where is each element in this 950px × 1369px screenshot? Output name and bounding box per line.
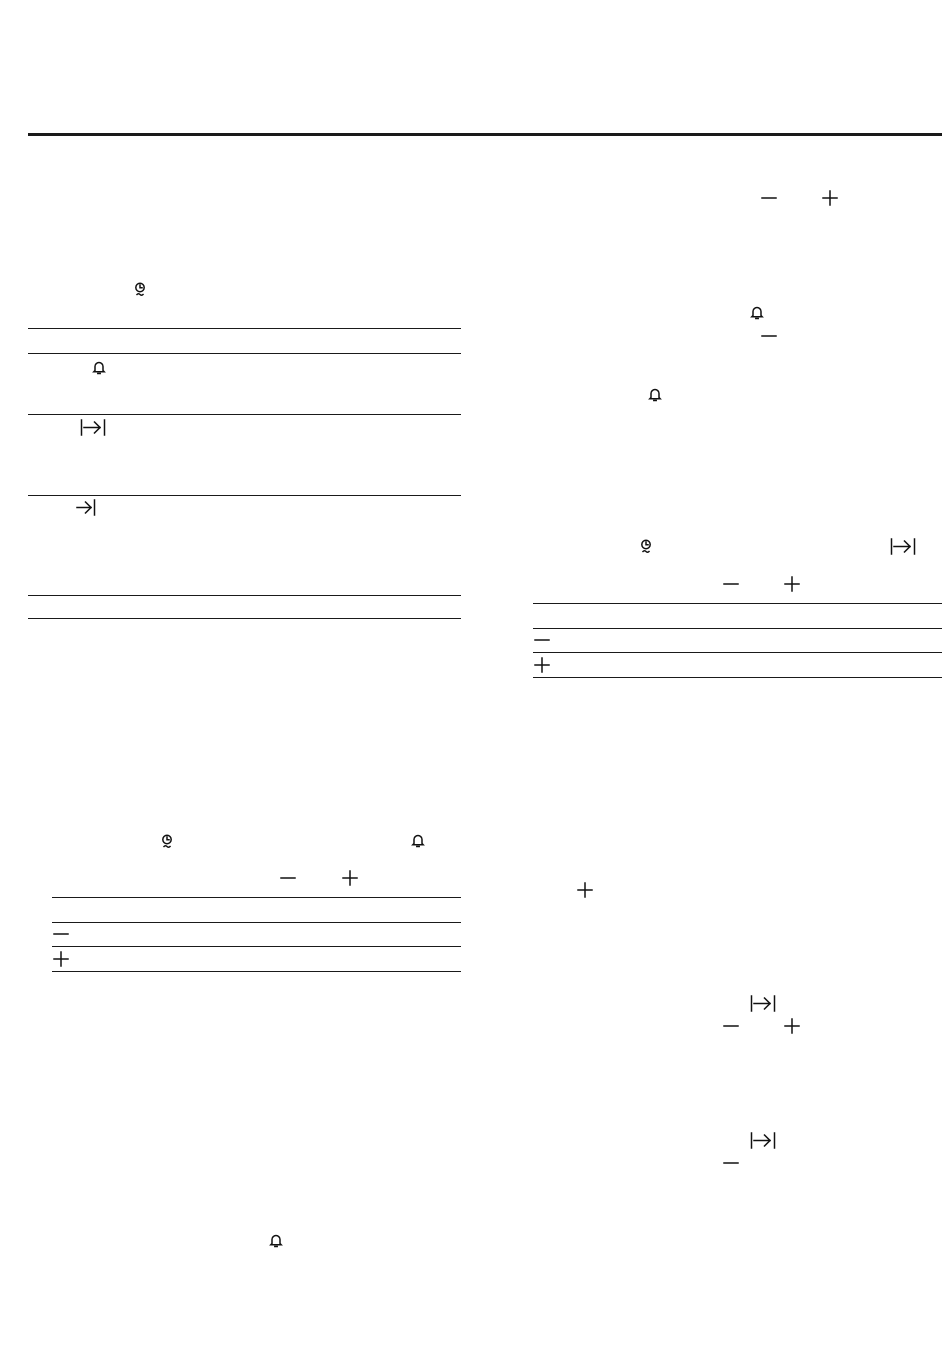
minus-icon: [723, 576, 739, 592]
minus-icon: [761, 190, 777, 206]
clock-timer-icon: [640, 539, 652, 555]
table-rule: [28, 495, 461, 496]
bell-icon: [648, 387, 662, 402]
bell-icon: [269, 1233, 283, 1248]
bar-arrow-bar-icon: [750, 1132, 776, 1149]
plus-icon: [342, 870, 358, 886]
bar-arrow-bar-icon: [890, 538, 916, 555]
minus-icon: [534, 632, 550, 648]
bar-arrow-bar-icon: [80, 419, 106, 436]
table-rule: [28, 353, 461, 354]
arrow-bar-icon: [76, 499, 96, 516]
table-rule: [52, 971, 461, 972]
bell-icon: [750, 305, 764, 320]
clock-timer-icon: [161, 834, 173, 850]
plus-icon: [822, 190, 838, 206]
minus-icon: [761, 328, 777, 344]
plus-icon: [784, 576, 800, 592]
plus-icon: [577, 882, 593, 898]
table-rule: [28, 414, 461, 415]
table-rule: [533, 652, 942, 653]
table-rule: [52, 946, 461, 947]
table-rule: [533, 628, 942, 629]
table-rule: [28, 595, 461, 596]
bell-icon: [92, 360, 106, 375]
table-rule: [28, 618, 461, 619]
table-rule: [52, 922, 461, 923]
bar-arrow-bar-icon: [750, 995, 776, 1012]
table-rule: [533, 677, 942, 678]
header-rule: [28, 133, 942, 136]
table-rule: [28, 328, 461, 329]
plus-icon: [534, 657, 550, 673]
minus-icon: [723, 1155, 739, 1171]
table-rule: [52, 897, 461, 898]
minus-icon: [723, 1018, 739, 1034]
plus-icon: [784, 1018, 800, 1034]
table-rule: [533, 603, 942, 604]
bell-icon: [411, 833, 425, 848]
plus-icon: [53, 951, 69, 967]
clock-timer-icon: [134, 282, 146, 298]
minus-icon: [53, 926, 69, 942]
minus-icon: [280, 870, 296, 886]
